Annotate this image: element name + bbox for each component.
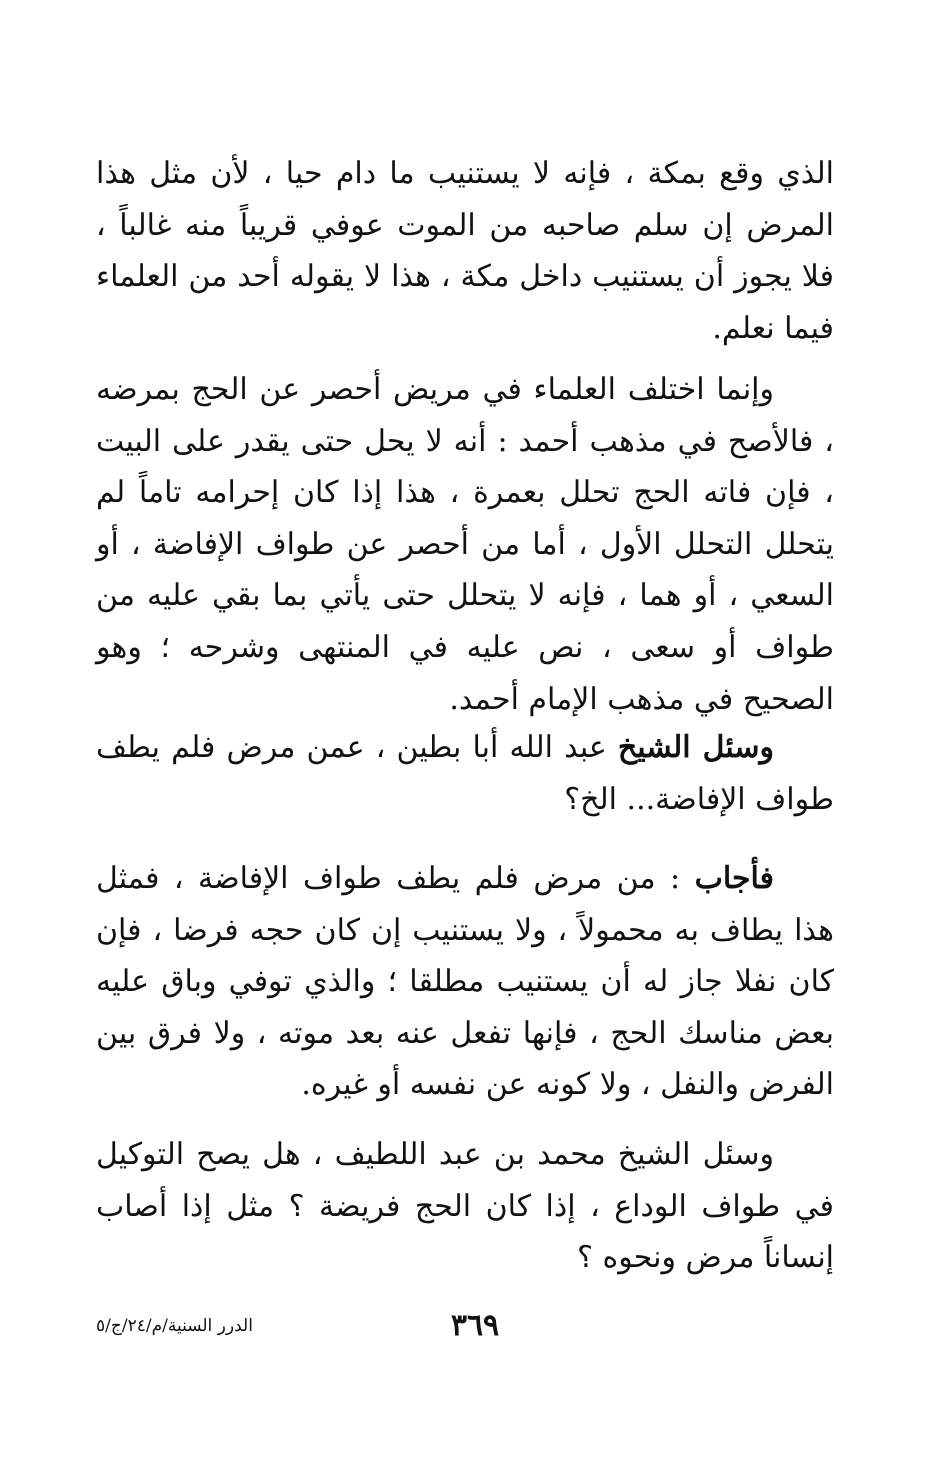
paragraph-scholars-disagreement	[96, 364, 834, 725]
paragraph-continuation	[96, 148, 834, 354]
paragraph-question-ibn-abdullatif	[96, 1129, 834, 1284]
paragraph-text: الذي وقع بمكة ، فإنه لا يستنيب ما دام حيا ، لأن مثل هذا المرض إن سلم صاحبه من الموت عوفي قريباً منه غالباً ، فلا يجوز أن يستنيب داخل مكة ، هذا لا يقوله أحد من العلماء فيما نعلم.	[96, 156, 834, 346]
paragraph-text: وإنما اختلف العلماء في مريض أحصر عن الحج بمرضه ، فالأصح في مذهب أحمد : أنه لا يحل حتى يقدر على البيت ، فإن فاته الحج تحلل بعمرة ، هذا إذا كان إحرامه تاماً لم يتحلل التحلل الأول ، أما من أحصر عن طواف الإفاضة ، أو السعي ، أو هما ، فإنه لا يتحلل حتى يأتي بما بقي عليه من طواف أو سعى ، نص عليه في المنتهى وشرحه ؛ وهو الصحيح في مذهب الإمام أحمد.	[96, 372, 834, 717]
paragraph-text: وسئل الشيخ محمد بن عبد اللطيف ، هل يصح التوكيل في طواف الوداع ، إذا كان الحج فريضة ؟ مثل إذا أصاب إنساناً مرض ونحوه ؟	[96, 1137, 834, 1276]
answer-lead: فأجاب	[694, 861, 774, 896]
paragraph-text: : من مرض فلم يطف طواف الإفاضة ، فمثل هذا يطاف به محمولاً ، ولا يستنيب إن كان حجه فرضا ، فإن كان نفلا جاز له أن يستنيب مطلقا ؛ والذي توفي وباق عليه بعض مناسك الحج ، فإنها تفعل عنه بعد موته ، ولا فرق بين الفرض والنفل ، ولا كونه عن نفسه أو غيره.	[96, 861, 834, 1103]
paragraph-text: عبد الله أبا بطين ، عمن مرض فلم يطف طواف الإفاضة... الخ؟	[96, 730, 834, 817]
question-lead: وسئل الشيخ	[617, 730, 774, 765]
paragraph-answer	[96, 853, 834, 1111]
page-number: ٣٦٩	[450, 1308, 500, 1343]
paragraph-question-aba-butain	[96, 722, 834, 825]
volume-reference: الدرر السنية/م/٢٤/ج/٥	[96, 1316, 253, 1336]
